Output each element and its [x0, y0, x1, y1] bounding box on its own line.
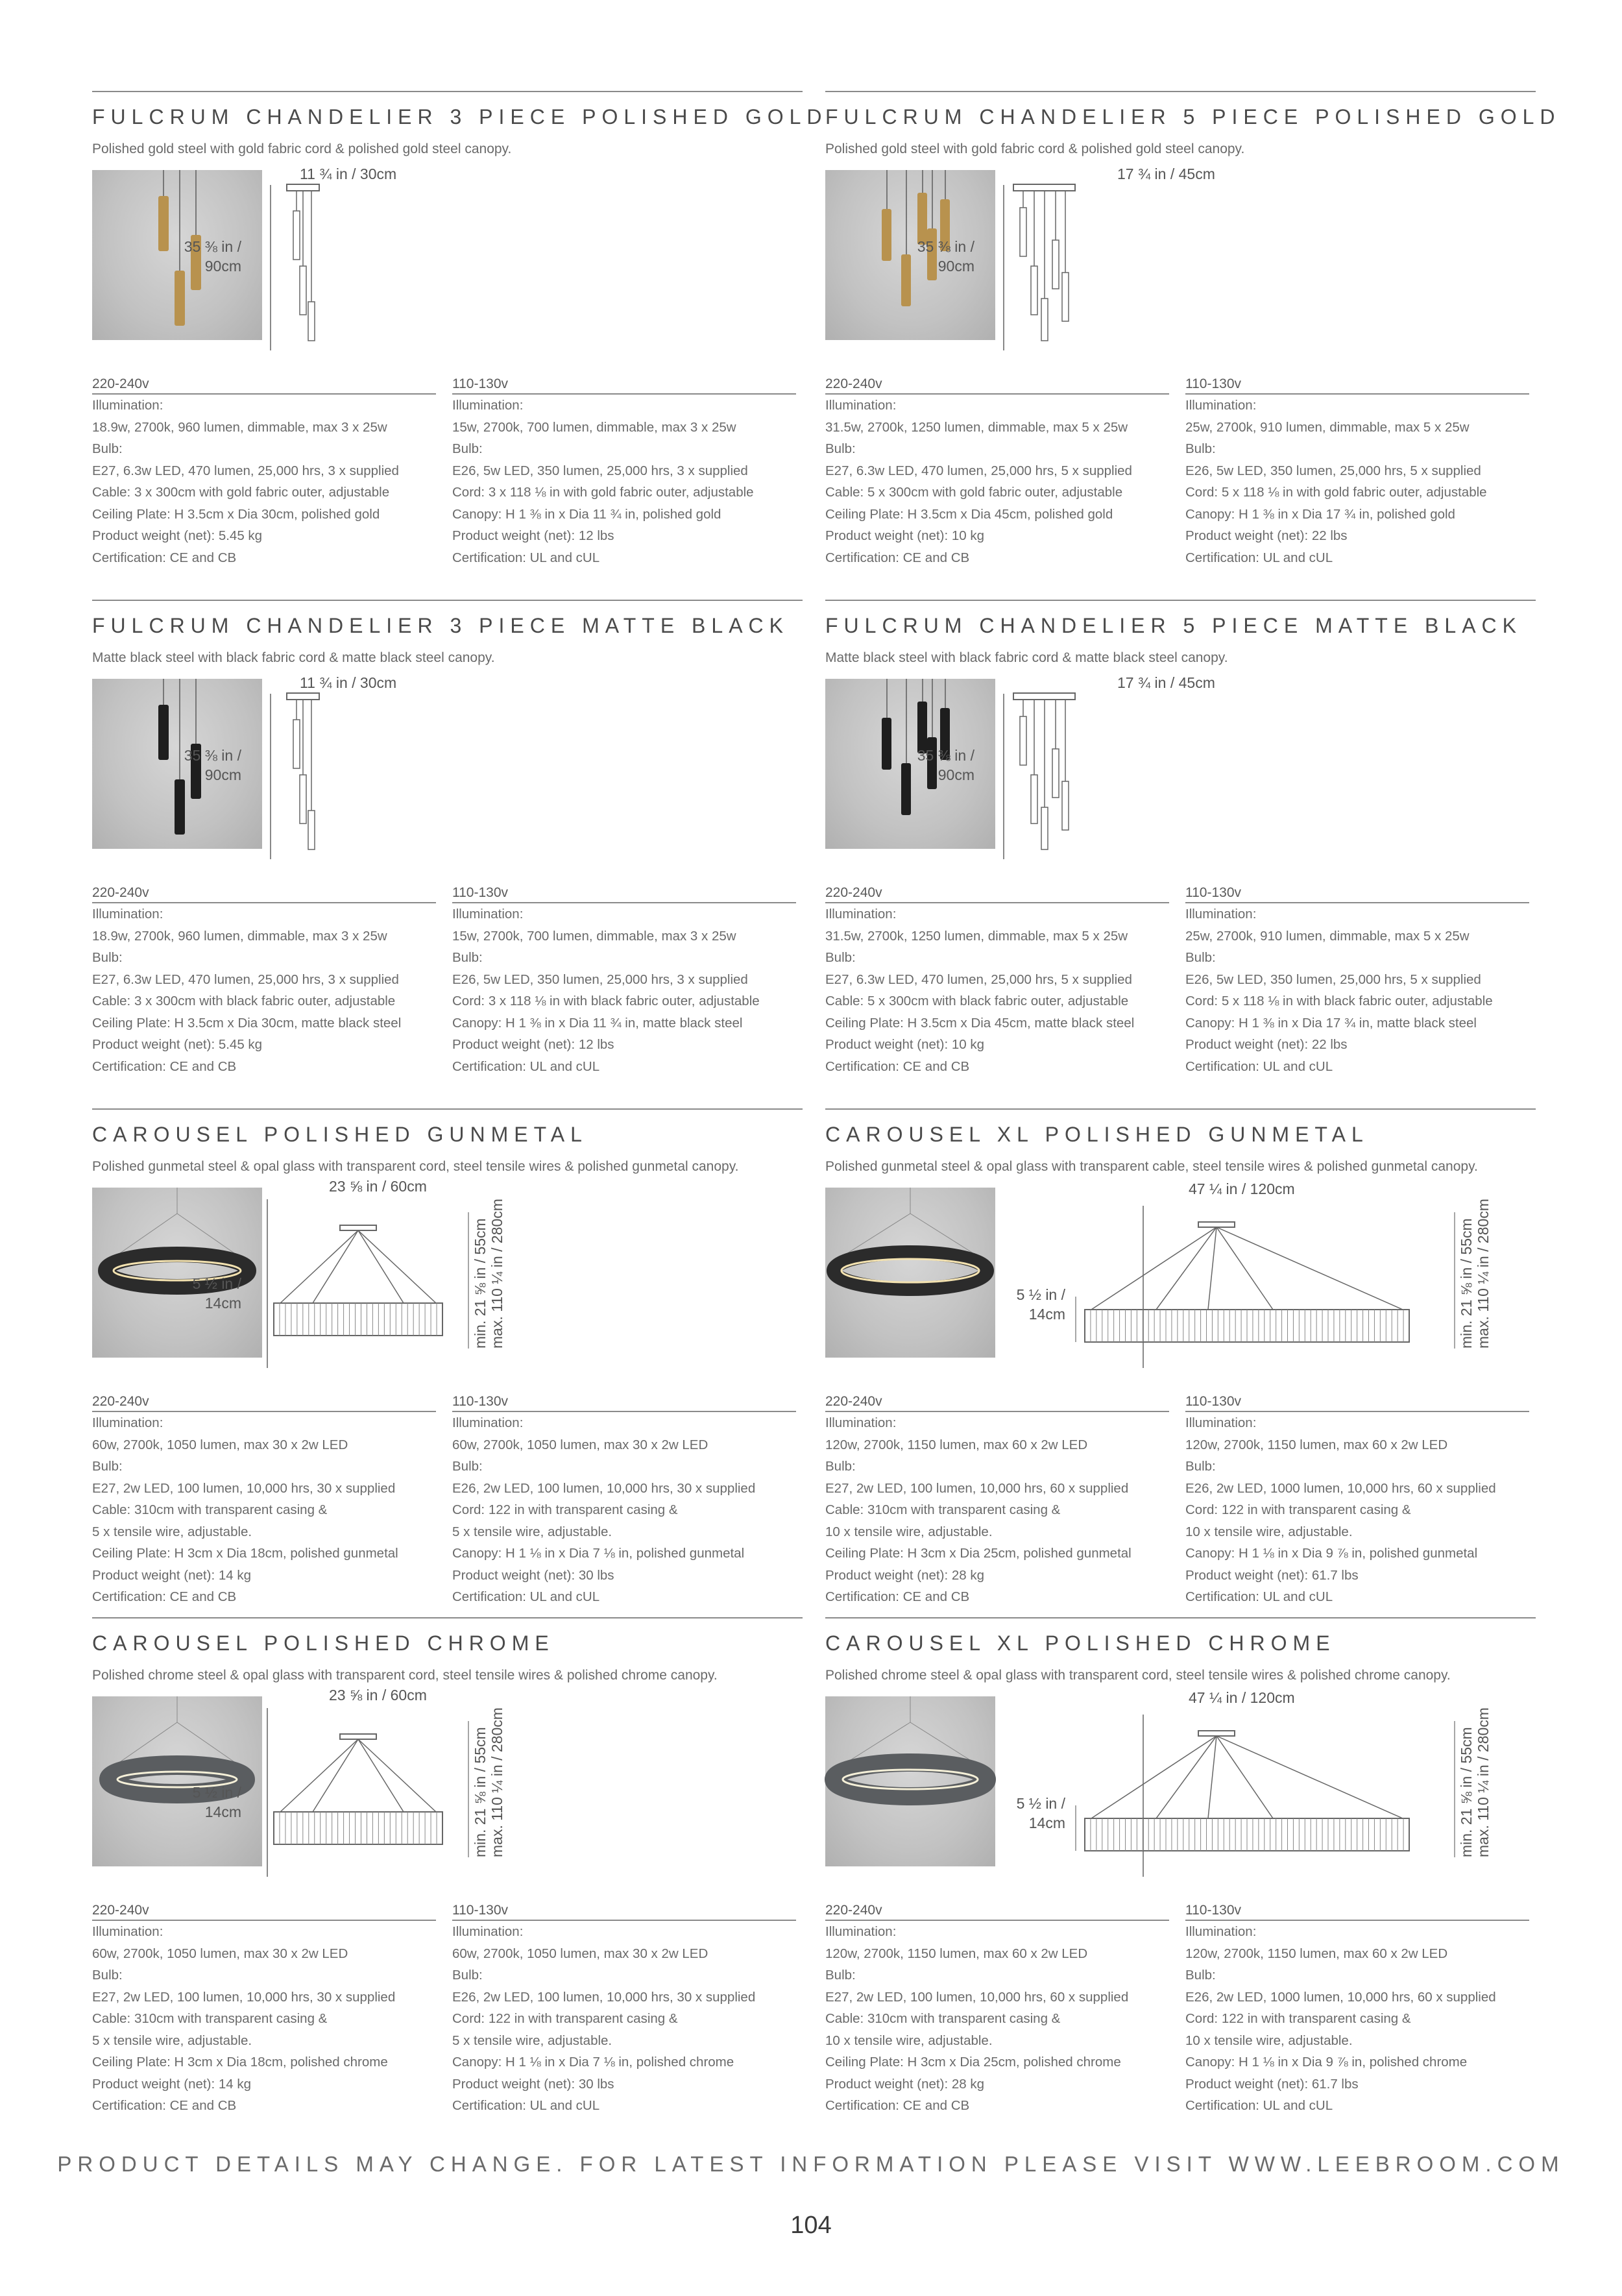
- product-carousel-xl-chrome: [825, 1617, 1536, 2113]
- spec-line: E27, 6.3w LED, 470 lumen, 25,000 hrs, 5 x supplied: [825, 971, 1132, 987]
- spec-line: Cable: 5 x 300cm with gold fabric outer, adjustable: [825, 485, 1123, 500]
- width-dimension: 23 ⅝ in / 60cm: [329, 1687, 427, 1704]
- product-title: CAROUSEL XL POLISHED CHROME: [825, 1631, 1336, 1655]
- spec-line: Product weight (net): 14 kg: [92, 2076, 251, 2092]
- spec-line: Illumination:: [92, 398, 163, 413]
- spec-220-240v: [825, 1394, 1169, 1608]
- voltage-heading: 220-240v: [825, 885, 1169, 903]
- spec-line: Ceiling Plate: H 3.5cm x Dia 45cm, polished gold: [825, 506, 1113, 522]
- height-dimension-metric: 14cm: [1028, 1814, 1065, 1831]
- spec-line: Illumination:: [452, 398, 524, 413]
- dimension-drawing: [192, 1173, 803, 1368]
- product-carousel-chrome: [92, 1617, 803, 2113]
- spec-line: Product weight (net): 22 lbs: [1185, 1037, 1348, 1052]
- dimension-drawing: [184, 156, 803, 350]
- voltage-heading: 220-240v: [92, 885, 436, 903]
- spec-line: 10 x tensile wire, adjustable.: [1185, 1524, 1353, 1539]
- spec-line: 60w, 2700k, 1050 lumen, max 30 x 2w LED: [92, 1946, 348, 1961]
- height-dimension: 35 ⅜ in /: [184, 747, 241, 764]
- product-description: Polished gold steel with gold fabric cord & polished gold steel canopy.: [825, 141, 1245, 156]
- section-rule: [92, 1108, 803, 1110]
- spec-line: Certification: UL and cUL: [1185, 1058, 1333, 1074]
- height-dimension: 5 ½ in /: [1016, 1795, 1065, 1812]
- spec-110-130v: [452, 1903, 796, 2117]
- spec-line: E26, 5w LED, 350 lumen, 25,000 hrs, 3 x supplied: [452, 971, 748, 987]
- product-title: FULCRUM CHANDELIER 5 PIECE POLISHED GOLD: [825, 105, 1561, 128]
- spec-line: Certification: CE and CB: [92, 1058, 237, 1074]
- drop-dimension-min: min. 21 ⅝ in / 55cm: [1458, 1727, 1475, 1857]
- spec-line: Bulb:: [92, 441, 123, 456]
- spec-line: Bulb:: [452, 1968, 483, 1983]
- height-dimension: 5 ½ in /: [192, 1784, 241, 1801]
- spec-110-130v: [1185, 376, 1529, 568]
- dimension-drawing: [192, 1682, 803, 1877]
- spec-line: E26, 2w LED, 100 lumen, 10,000 hrs, 30 x supplied: [452, 1989, 756, 2005]
- voltage-heading: 110-130v: [452, 1903, 796, 1921]
- spec-line: Ceiling Plate: H 3.5cm x Dia 30cm, polished gold: [92, 506, 380, 522]
- section-rule: [92, 91, 803, 92]
- spec-line: Illumination:: [825, 907, 897, 922]
- spec-line: E26, 5w LED, 350 lumen, 25,000 hrs, 3 x supplied: [452, 463, 748, 478]
- product-description: Polished gunmetal steel & opal glass with transparent cord, steel tensile wires & polished gunmetal canopy.: [92, 1159, 739, 1174]
- spec-line: Cable: 5 x 300cm with black fabric outer, adjustable: [825, 994, 1129, 1008]
- spec-line: Bulb:: [452, 950, 483, 965]
- spec-line: Canopy: H 1 ⅛ in x Dia 9 ⅞ in, polished chrome: [1185, 2055, 1468, 2070]
- carousel-photo: [825, 1696, 995, 1866]
- spec-line: Illumination:: [92, 1924, 163, 1939]
- spec-line: Certification: CE and CB: [825, 1589, 970, 1604]
- spec-line: E27, 2w LED, 100 lumen, 10,000 hrs, 30 x supplied: [92, 1989, 396, 2005]
- spec-line: E26, 5w LED, 350 lumen, 25,000 hrs, 5 x supplied: [1185, 463, 1481, 478]
- voltage-heading: 110-130v: [452, 376, 796, 395]
- drop-dimension-max: max. 110 ¼ in / 280cm: [1475, 1707, 1492, 1857]
- spec-line: 60w, 2700k, 1050 lumen, max 30 x 2w LED: [92, 1437, 348, 1452]
- product-photo: [825, 679, 995, 849]
- spec-line: Cable: 3 x 300cm with gold fabric outer, adjustable: [92, 485, 390, 500]
- section-rule: [825, 600, 1536, 601]
- spec-line: Illumination:: [92, 907, 163, 922]
- spec-110-130v: [1185, 885, 1529, 1077]
- spec-line: Cord: 122 in with transparent casing &: [1185, 2011, 1411, 2026]
- spec-line: Illumination:: [452, 907, 524, 922]
- voltage-heading: 110-130v: [452, 885, 796, 903]
- width-dimension: 17 ¾ in / 45cm: [1117, 165, 1215, 182]
- spec-line: Certification: UL and cUL: [1185, 550, 1333, 565]
- spec-line: Cable: 310cm with transparent casing &: [92, 1502, 328, 1517]
- spec-line: Cord: 122 in with transparent casing &: [452, 1502, 678, 1517]
- spec-line: Canopy: H 1 ⅛ in x Dia 7 ⅛ in, polished gunmetal: [452, 1546, 745, 1561]
- spec-line: Certification: CE and CB: [825, 2098, 970, 2113]
- spec-line: E26, 2w LED, 1000 lumen, 10,000 hrs, 60 x supplied: [1185, 1989, 1496, 2005]
- spec-line: E26, 2w LED, 1000 lumen, 10,000 hrs, 60 x supplied: [1185, 1480, 1496, 1496]
- width-dimension: 47 ¼ in / 120cm: [1189, 1180, 1295, 1197]
- spec-line: 5 x tensile wire, adjustable.: [452, 2033, 612, 2048]
- dimension-drawing: [917, 665, 1536, 859]
- spec-line: 25w, 2700k, 910 lumen, dimmable, max 5 x 25w: [1185, 928, 1470, 944]
- voltage-heading: 220-240v: [92, 376, 436, 395]
- carousel-photo: [92, 1188, 262, 1358]
- spec-line: Cord: 3 x 118 ⅛ in with gold fabric outer, adjustable: [452, 485, 754, 500]
- drop-dimension-max: max. 110 ¼ in / 280cm: [1475, 1199, 1492, 1349]
- spec-line: 31.5w, 2700k, 1250 lumen, dimmable, max 5 x 25w: [825, 419, 1128, 435]
- spec-line: Ceiling Plate: H 3cm x Dia 25cm, polished gunmetal: [825, 1546, 1132, 1561]
- voltage-heading: 220-240v: [825, 1394, 1169, 1412]
- spec-line: Bulb:: [825, 1968, 856, 1983]
- height-dimension-metric: 14cm: [204, 1295, 241, 1312]
- section-rule: [825, 91, 1536, 92]
- product-title: FULCRUM CHANDELIER 3 PIECE MATTE BLACK: [92, 614, 789, 637]
- spec-line: 31.5w, 2700k, 1250 lumen, dimmable, max 5 x 25w: [825, 928, 1128, 944]
- product-photo: [92, 679, 262, 849]
- product-photo: [825, 170, 995, 340]
- product-fulcrum-3-gold: [92, 91, 828, 584]
- spec-line: Cord: 5 x 118 ⅛ in with gold fabric outer, adjustable: [1185, 485, 1487, 500]
- spec-line: Illumination:: [452, 1415, 524, 1430]
- width-dimension: 47 ¼ in / 120cm: [1189, 1689, 1295, 1706]
- spec-110-130v: [1185, 1394, 1529, 1608]
- spec-line: Cord: 5 x 118 ⅛ in with black fabric outer, adjustable: [1185, 994, 1493, 1008]
- spec-line: Product weight (net): 61.7 lbs: [1185, 1567, 1359, 1583]
- height-dimension-metric: 14cm: [1028, 1306, 1065, 1323]
- product-fulcrum-5-black: [825, 600, 1536, 1093]
- product-description: Matte black steel with black fabric cord & matte black steel canopy.: [825, 650, 1228, 665]
- fulcrum-photo: [92, 170, 262, 340]
- spec-line: Canopy: H 1 ⅜ in x Dia 17 ¾ in, matte black steel: [1185, 1015, 1477, 1031]
- product-title: CAROUSEL POLISHED CHROME: [92, 1631, 555, 1655]
- spec-line: 5 x tensile wire, adjustable.: [92, 2033, 252, 2048]
- spec-line: Cord: 122 in with transparent casing &: [452, 2011, 678, 2026]
- height-dimension-metric: 90cm: [204, 258, 241, 275]
- height-dimension: 35 ⅜ in /: [917, 238, 974, 255]
- height-dimension-metric: 90cm: [938, 258, 974, 275]
- height-dimension-metric: 90cm: [204, 766, 241, 783]
- spec-line: Certification: CE and CB: [825, 1058, 970, 1074]
- spec-line: Illumination:: [1185, 907, 1257, 922]
- voltage-heading: 110-130v: [1185, 1903, 1529, 1921]
- fulcrum-photo: [825, 679, 995, 849]
- spec-line: 120w, 2700k, 1150 lumen, max 60 x 2w LED: [1185, 1437, 1448, 1452]
- spec-line: Product weight (net): 10 kg: [825, 1037, 984, 1052]
- fulcrum-photo: [92, 679, 262, 849]
- spec-line: Product weight (net): 14 kg: [92, 1567, 251, 1583]
- dimension-drawing: [1000, 1173, 1536, 1368]
- product-title: CAROUSEL XL POLISHED GUNMETAL: [825, 1123, 1369, 1146]
- spec-line: Ceiling Plate: H 3cm x Dia 25cm, polished chrome: [825, 2055, 1121, 2070]
- section-rule: [825, 1108, 1536, 1110]
- spec-line: Illumination:: [1185, 398, 1257, 413]
- spec-line: Product weight (net): 28 kg: [825, 2076, 984, 2092]
- spec-line: Bulb:: [1185, 1459, 1216, 1474]
- drop-dimension-min: min. 21 ⅝ in / 55cm: [472, 1218, 489, 1349]
- spec-line: Certification: UL and cUL: [452, 2098, 600, 2113]
- spec-line: Certification: UL and cUL: [1185, 2098, 1333, 2113]
- product-carousel-gunmetal: [92, 1108, 803, 1602]
- spec-line: 5 x tensile wire, adjustable.: [92, 1524, 252, 1539]
- spec-110-130v: [452, 885, 796, 1077]
- spec-line: Ceiling Plate: H 3cm x Dia 18cm, polished chrome: [92, 2055, 388, 2070]
- spec-line: Illumination:: [452, 1924, 524, 1939]
- product-description: Matte black steel with black fabric cord & matte black steel canopy.: [92, 650, 495, 665]
- spec-line: Canopy: H 1 ⅜ in x Dia 11 ¾ in, polished gold: [452, 506, 721, 522]
- voltage-heading: 110-130v: [1185, 376, 1529, 395]
- width-dimension: 23 ⅝ in / 60cm: [329, 1178, 427, 1195]
- spec-line: Certification: CE and CB: [92, 2098, 237, 2113]
- product-photo: [825, 1696, 995, 1866]
- spec-line: Certification: UL and cUL: [1185, 1589, 1333, 1604]
- height-dimension: 5 ½ in /: [1016, 1286, 1065, 1303]
- voltage-heading: 220-240v: [825, 376, 1169, 395]
- height-dimension-metric: 90cm: [938, 766, 974, 783]
- spec-line: Illumination:: [92, 1415, 163, 1430]
- carousel-photo: [825, 1188, 995, 1358]
- voltage-heading: 110-130v: [1185, 885, 1529, 903]
- spec-line: Bulb:: [825, 1459, 856, 1474]
- spec-220-240v: [825, 376, 1169, 568]
- spec-line: Product weight (net): 22 lbs: [1185, 528, 1348, 543]
- spec-line: 120w, 2700k, 1150 lumen, max 60 x 2w LED: [825, 1946, 1088, 1961]
- spec-line: E26, 5w LED, 350 lumen, 25,000 hrs, 5 x supplied: [1185, 971, 1481, 987]
- width-dimension: 17 ¾ in / 45cm: [1117, 674, 1215, 691]
- dimension-drawing: [1000, 1682, 1536, 1877]
- spec-line: Illumination:: [1185, 1924, 1257, 1939]
- product-title: FULCRUM CHANDELIER 5 PIECE MATTE BLACK: [825, 614, 1522, 637]
- product-photo: [92, 1696, 262, 1866]
- spec-line: Bulb:: [92, 1459, 123, 1474]
- spec-220-240v: [825, 885, 1169, 1077]
- spec-line: 18.9w, 2700k, 960 lumen, dimmable, max 3 x 25w: [92, 928, 387, 944]
- height-dimension: 5 ½ in /: [192, 1275, 241, 1292]
- spec-line: Bulb:: [1185, 1968, 1216, 1983]
- spec-line: Bulb:: [92, 1968, 123, 1983]
- dimension-drawing: [184, 665, 803, 859]
- product-description: Polished chrome steel & opal glass with transparent cord, steel tensile wires & polished chrome canopy.: [92, 1668, 718, 1683]
- spec-line: Illumination:: [825, 1415, 897, 1430]
- spec-line: 10 x tensile wire, adjustable.: [825, 2033, 993, 2048]
- spec-line: Bulb:: [452, 1459, 483, 1474]
- spec-line: Certification: UL and cUL: [452, 550, 600, 565]
- spec-line: E27, 6.3w LED, 470 lumen, 25,000 hrs, 5 x supplied: [825, 463, 1132, 478]
- spec-line: E27, 2w LED, 100 lumen, 10,000 hrs, 30 x supplied: [92, 1480, 396, 1496]
- product-fulcrum-3-black: [92, 600, 803, 1093]
- product-description: Polished gunmetal steel & opal glass with transparent cable, steel tensile wires & polished gunmetal canopy.: [825, 1159, 1478, 1174]
- fulcrum-photo: [825, 170, 995, 340]
- drop-dimension-min: min. 21 ⅝ in / 55cm: [472, 1727, 489, 1857]
- spec-line: Product weight (net): 30 lbs: [452, 2076, 614, 2092]
- spec-line: E27, 6.3w LED, 470 lumen, 25,000 hrs, 3 x supplied: [92, 971, 399, 987]
- height-dimension: 35 ⅜ in /: [917, 747, 974, 764]
- voltage-heading: 220-240v: [92, 1394, 436, 1412]
- page-number: 104: [790, 2212, 832, 2239]
- spec-line: 60w, 2700k, 1050 lumen, max 30 x 2w LED: [452, 1946, 708, 1961]
- spec-line: Certification: CE and CB: [92, 550, 237, 565]
- spec-line: Bulb:: [825, 950, 856, 965]
- spec-line: Product weight (net): 12 lbs: [452, 528, 614, 543]
- spec-line: Ceiling Plate: H 3.5cm x Dia 45cm, matte black steel: [825, 1015, 1135, 1031]
- voltage-heading: 220-240v: [825, 1903, 1169, 1921]
- spec-line: E27, 2w LED, 100 lumen, 10,000 hrs, 60 x supplied: [825, 1989, 1129, 2005]
- spec-line: 18.9w, 2700k, 960 lumen, dimmable, max 3 x 25w: [92, 419, 387, 435]
- voltage-heading: 220-240v: [92, 1903, 436, 1921]
- spec-line: Product weight (net): 10 kg: [825, 528, 984, 543]
- spec-line: E26, 2w LED, 100 lumen, 10,000 hrs, 30 x supplied: [452, 1480, 756, 1496]
- section-rule: [92, 1617, 803, 1618]
- spec-line: E27, 2w LED, 100 lumen, 10,000 hrs, 60 x supplied: [825, 1480, 1129, 1496]
- spec-line: Bulb:: [452, 441, 483, 456]
- spec-220-240v: [92, 1903, 436, 2117]
- spec-220-240v: [92, 1394, 436, 1608]
- spec-line: Certification: UL and cUL: [452, 1058, 600, 1074]
- drop-dimension-max: max. 110 ¼ in / 280cm: [489, 1199, 505, 1349]
- spec-line: Certification: CE and CB: [92, 1589, 237, 1604]
- spec-110-130v: [452, 1394, 796, 1608]
- footer-notice: PRODUCT DETAILS MAY CHANGE. FOR LATEST INFORMATION PLEASE VISIT WWW.LEEBROOM.COM: [57, 2152, 1565, 2176]
- spec-line: Ceiling Plate: H 3.5cm x Dia 30cm, matte black steel: [92, 1015, 402, 1031]
- spec-line: Canopy: H 1 ⅛ in x Dia 9 ⅞ in, polished gunmetal: [1185, 1546, 1478, 1561]
- spec-110-130v: [1185, 1903, 1529, 2117]
- spec-line: 15w, 2700k, 700 lumen, dimmable, max 3 x 25w: [452, 419, 736, 435]
- spec-line: 5 x tensile wire, adjustable.: [452, 1524, 612, 1539]
- section-rule: [825, 1617, 1536, 1618]
- spec-line: Bulb:: [1185, 950, 1216, 965]
- spec-line: E27, 6.3w LED, 470 lumen, 25,000 hrs, 3 x supplied: [92, 463, 399, 478]
- dimension-drawing: [917, 156, 1536, 350]
- spec-line: Cord: 3 x 118 ⅛ in with black fabric outer, adjustable: [452, 994, 760, 1008]
- spec-220-240v: [825, 1903, 1169, 2117]
- spec-line: Product weight (net): 28 kg: [825, 1567, 984, 1583]
- spec-line: Illumination:: [825, 1924, 897, 1939]
- spec-line: Cable: 310cm with transparent casing &: [92, 2011, 328, 2026]
- spec-line: Product weight (net): 5.45 kg: [92, 1037, 263, 1052]
- spec-220-240v: [92, 376, 436, 568]
- spec-line: Product weight (net): 5.45 kg: [92, 528, 263, 543]
- spec-line: Canopy: H 1 ⅛ in x Dia 7 ⅛ in, polished chrome: [452, 2055, 734, 2070]
- spec-line: Cable: 310cm with transparent casing &: [825, 1502, 1061, 1517]
- product-photo: [825, 1188, 995, 1358]
- spec-line: Product weight (net): 12 lbs: [452, 1037, 614, 1052]
- height-dimension-metric: 14cm: [204, 1803, 241, 1820]
- spec-line: Illumination:: [1185, 1415, 1257, 1430]
- spec-110-130v: [452, 376, 796, 568]
- spec-line: 120w, 2700k, 1150 lumen, max 60 x 2w LED: [825, 1437, 1088, 1452]
- section-rule: [92, 600, 803, 601]
- spec-line: Product weight (net): 30 lbs: [452, 1567, 614, 1583]
- product-carousel-xl-gunmetal: [825, 1108, 1536, 1602]
- spec-line: 10 x tensile wire, adjustable.: [1185, 2033, 1353, 2048]
- spec-line: Cable: 3 x 300cm with black fabric outer, adjustable: [92, 994, 396, 1008]
- spec-line: 60w, 2700k, 1050 lumen, max 30 x 2w LED: [452, 1437, 708, 1452]
- spec-line: Certification: UL and cUL: [452, 1589, 600, 1604]
- product-title: FULCRUM CHANDELIER 3 PIECE POLISHED GOLD: [92, 105, 828, 128]
- spec-line: Cable: 310cm with transparent casing &: [825, 2011, 1061, 2026]
- carousel-photo: [92, 1696, 262, 1866]
- spec-line: Certification: CE and CB: [825, 550, 970, 565]
- product-title: CAROUSEL POLISHED GUNMETAL: [92, 1123, 588, 1146]
- width-dimension: 11 ¾ in / 30cm: [300, 674, 397, 691]
- product-photo: [92, 170, 262, 340]
- spec-line: Product weight (net): 61.7 lbs: [1185, 2076, 1359, 2092]
- spec-line: 25w, 2700k, 910 lumen, dimmable, max 5 x 25w: [1185, 419, 1470, 435]
- spec-220-240v: [92, 885, 436, 1077]
- product-photo: [92, 1188, 262, 1358]
- spec-line: Canopy: H 1 ⅜ in x Dia 17 ¾ in, polished gold: [1185, 506, 1455, 522]
- spec-line: 15w, 2700k, 700 lumen, dimmable, max 3 x 25w: [452, 928, 736, 944]
- spec-line: 10 x tensile wire, adjustable.: [825, 1524, 993, 1539]
- spec-line: Bulb:: [1185, 441, 1216, 456]
- spec-line: Canopy: H 1 ⅜ in x Dia 11 ¾ in, matte black steel: [452, 1015, 743, 1031]
- spec-line: Bulb:: [825, 441, 856, 456]
- product-description: Polished gold steel with gold fabric cord & polished gold steel canopy.: [92, 141, 512, 156]
- width-dimension: 11 ¾ in / 30cm: [300, 165, 397, 182]
- spec-line: Illumination:: [825, 398, 897, 413]
- voltage-heading: 110-130v: [452, 1394, 796, 1412]
- spec-line: Ceiling Plate: H 3cm x Dia 18cm, polished gunmetal: [92, 1546, 398, 1561]
- height-dimension: 35 ⅜ in /: [184, 238, 241, 255]
- product-fulcrum-5-gold: [825, 91, 1561, 584]
- spec-line: 120w, 2700k, 1150 lumen, max 60 x 2w LED: [1185, 1946, 1448, 1961]
- voltage-heading: 110-130v: [1185, 1394, 1529, 1412]
- spec-line: Bulb:: [92, 950, 123, 965]
- drop-dimension-min: min. 21 ⅝ in / 55cm: [1458, 1218, 1475, 1349]
- product-description: Polished chrome steel & opal glass with transparent cord, steel tensile wires & polished chrome canopy.: [825, 1668, 1451, 1683]
- spec-line: Cord: 122 in with transparent casing &: [1185, 1502, 1411, 1517]
- drop-dimension-max: max. 110 ¼ in / 280cm: [489, 1707, 505, 1857]
